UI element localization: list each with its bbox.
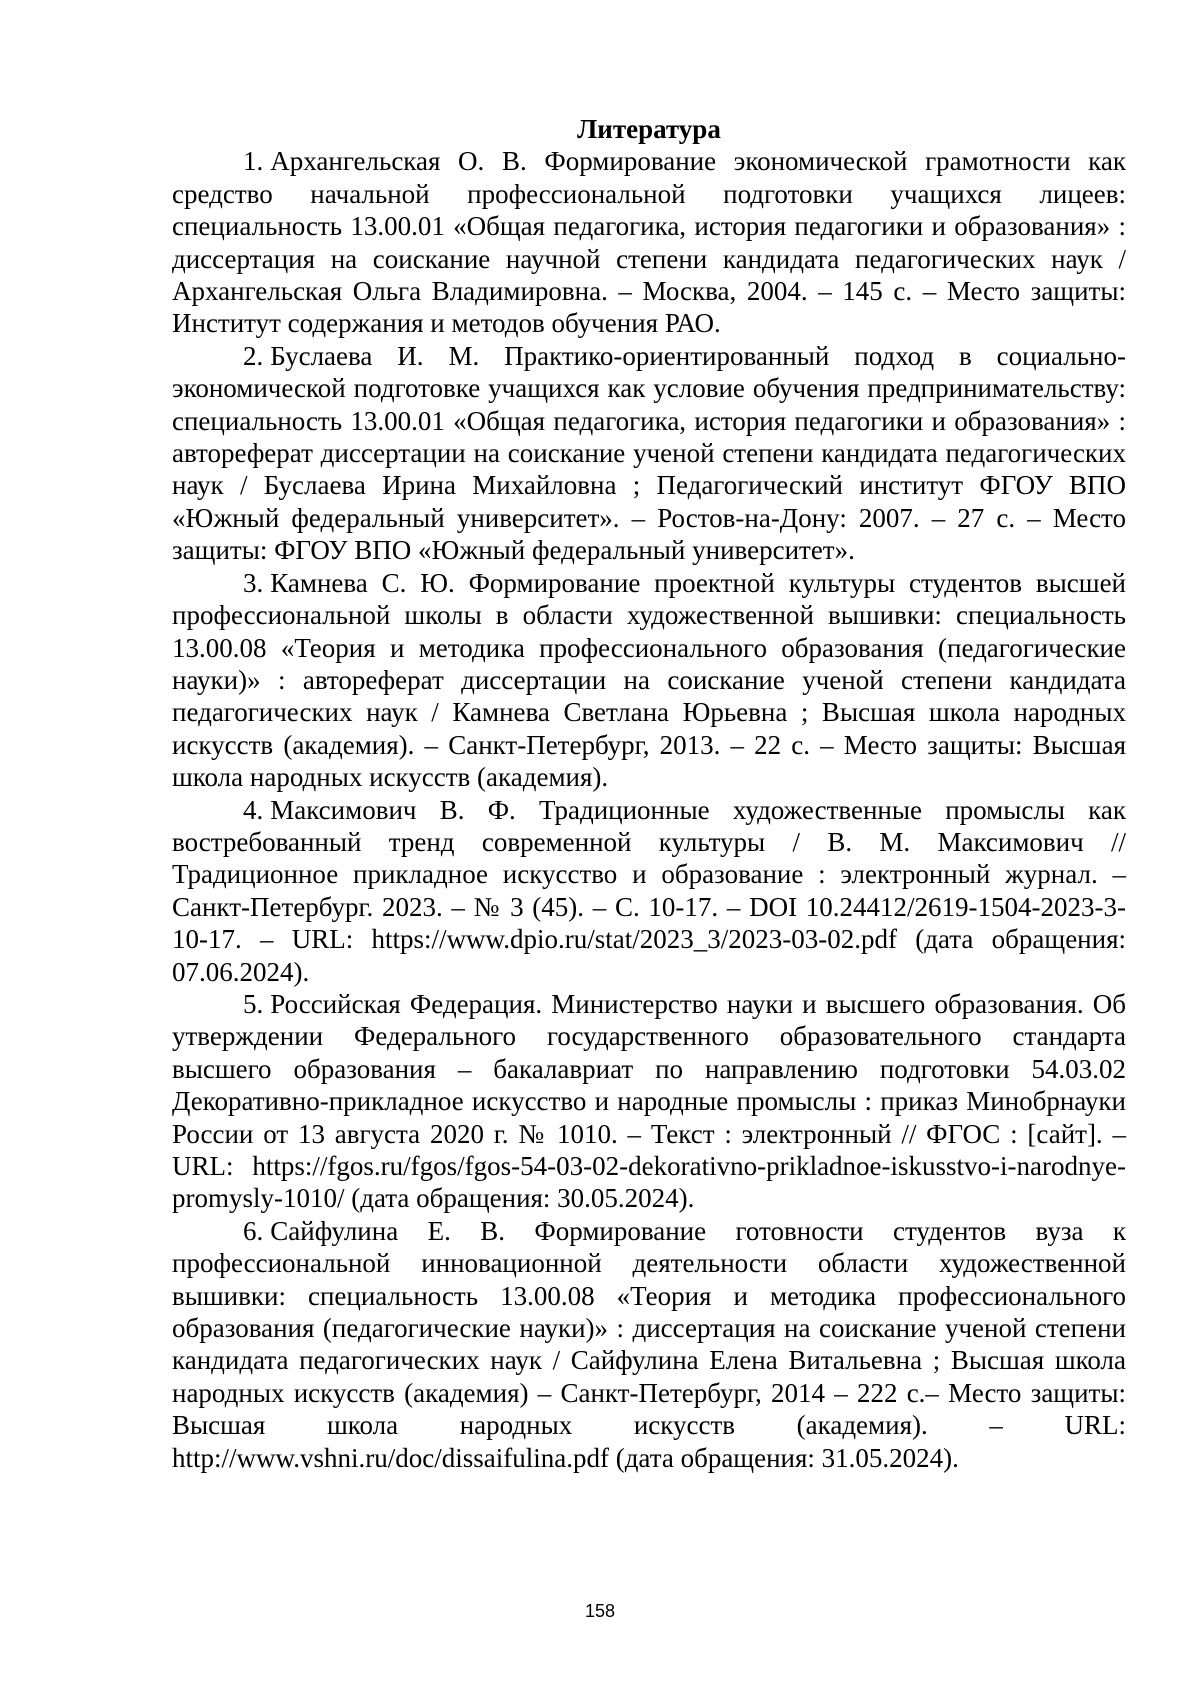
reference-number: 3. [243,567,264,598]
reference-item-2 [172,340,1126,567]
reference-text: Максимович В. Ф. Традиционные художественные промыслы как востребованный тренд современной культуры / В. М. Максимович // Традиционное прикладное искусство и образование : электронный журнал. – Санкт-Петербург. 2023. – № 3 (45). – С. 10-17. – DOI 10.24412/2619-1504-2023-3-10-17. – URL: https://www.dpio.ru/stat/2023_3/2023-03-02.pdf (дата обращения: 07.06.2024). [172,794,1126,987]
reference-item-1 [172,145,1126,339]
reference-text: Буслаева И. М. Практико-ориентированный подход в социально-экономической подготовке учащихся как условие обучения предпринимательству: специальность 13.00.01 «Общая педагогика, история педагогики и образования» : автореферат диссертации на соискание ученой степени кандидата педагогических наук / Буслаева Ирина Михайловна ; Педагогический институт ФГОУ ВПО «Южный федеральный университет». – Ростов-на-Дону: 2007. – 27 с. – Место защиты: ФГОУ ВПО «Южный федеральный университет». [172,340,1126,566]
reference-number: 4. [243,794,264,825]
reference-text: Камнева С. Ю. Формирование проектной культуры студентов высшей профессиональной школы в области художественной вышивки: специальность 13.00.08 «Теория и методика профессионального образования (педагогические науки)» : автореферат диссертации на соискание ученой степени кандидата педагогических наук / Камнева Светлана Юрьевна ; Высшая школа народных искусств (академия). – Санкт-Петербург, 2013. – 22 с. – Место защиты: Высшая школа народных искусств (академия). [172,567,1126,793]
reference-list [172,145,1126,1474]
reference-item-4 [172,794,1126,988]
reference-number: 2. [243,340,264,371]
page-content [172,113,1126,1474]
reference-number: 1. [243,146,264,177]
reference-item-6 [172,1215,1126,1474]
reference-text: Сайфулина Е. В. Формирование готовности студентов вуза к профессиональной инновационной деятельности области художественной вышивки: специальность 13.00.08 «Теория и методика профессионального образования (педагогические науки)» : диссертация на соискание ученой степени кандидата педагогических наук / Сайфулина Елена Витальевна ; Высшая школа народных искусств (академия) – Санкт-Петербург, 2014 – 222 с.– Место защиты: Высшая школа народных искусств (академия). – URL: http://www.vshni.ru/doc/dissaifulina.pdf (дата обращения: 31.05.2024). [172,1215,1126,1473]
reference-item-5 [172,988,1126,1215]
page-number: 158 [584,1601,616,1621]
reference-text: Архангельская О. В. Формирование экономической грамотности как средство начальной профессиональной подготовки учащихся лицеев: специальность 13.00.01 «Общая педагогика, история педагогики и образования» : диссертация на соискание научной степени кандидата педагогических наук / Архангельская Ольга Владимировна. – Москва, 2004. – 145 с. – Место защиты: Институт содержания и методов обучения РАО. [172,146,1126,339]
reference-item-3 [172,567,1126,794]
page-heading: Литература [577,114,721,144]
reference-number: 5. [243,988,264,1019]
reference-number: 6. [243,1215,264,1246]
reference-text: Российская Федерация. Министерство науки и высшего образования. Об утверждении Федерального государственного образовательного стандарта высшего образования – бакалавриат по направлению подготовки 54.03.02 Декоративно-прикладное искусство и народные промыслы : приказ Минобрнауки России от 13 августа 2020 г. № 1010. – Текст : электронный // ФГОС : [сайт]. – URL: https://fgos.ru/fgos/fgos-54-03-02-dekorativno-prikladnoe-iskusstvo-i-narodnye-promysly-1010/ (дата обращения: 30.05.2024). [172,988,1126,1214]
